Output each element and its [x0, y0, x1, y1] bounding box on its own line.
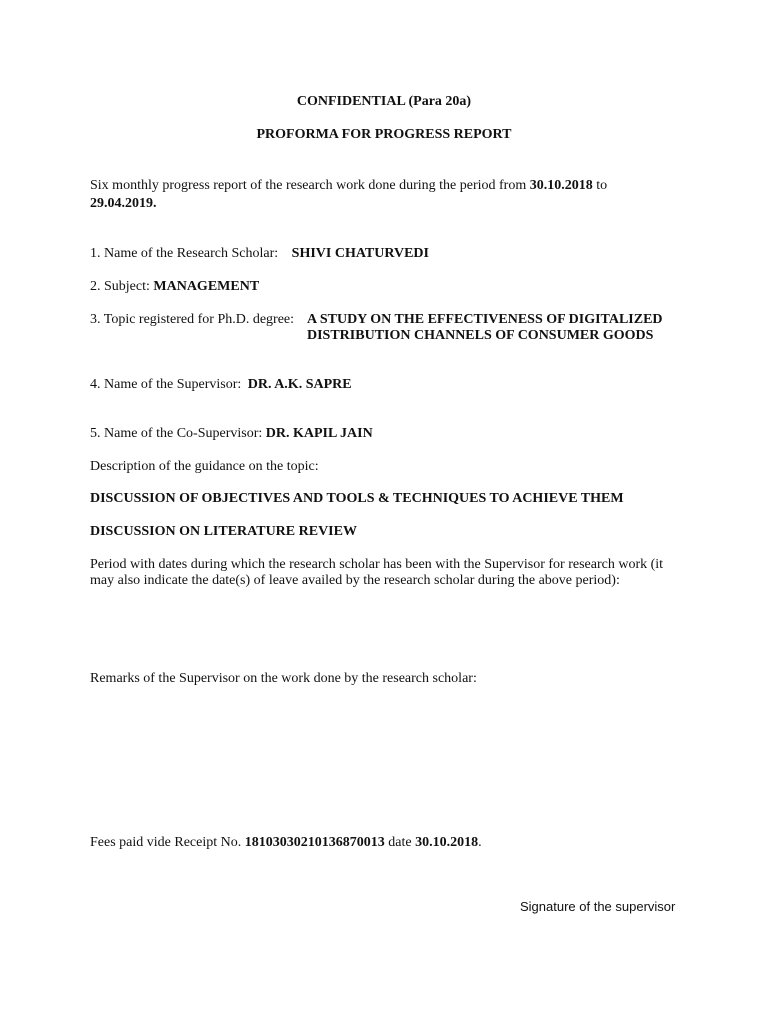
subject-label: 2. Subject: [90, 279, 150, 294]
intro-line [90, 177, 607, 194]
confidential-heading: CONFIDENTIAL (Para 20a) [296, 94, 472, 109]
remarks-label: Remarks of the Supervisor on the work done by the research scholar: [90, 671, 477, 686]
scholar-name: SHIVI CHATURVEDI [291, 246, 429, 261]
guidance-point-1: DISCUSSION OF OBJECTIVES AND TOOLS & TECHNIQUES TO ACHIEVE THEM [90, 491, 624, 506]
to-date-line [90, 195, 157, 212]
topic-line-1: A STUDY ON THE EFFECTIVENESS OF DIGITALIZED [307, 312, 663, 327]
to-word: to [596, 178, 608, 193]
scholar-row [90, 245, 429, 262]
from-date: 30.10.2018 [529, 178, 593, 193]
intro-text: Six monthly progress report of the research work done during the period from [90, 178, 527, 193]
fees-date-word: date [388, 835, 412, 850]
period-line-2: may also indicate the date(s) of leave availed by the research scholar during the above period): [90, 573, 620, 588]
scholar-label: 1. Name of the Research Scholar: [90, 246, 279, 261]
topic-label: 3. Topic registered for Ph.D. degree: [90, 312, 295, 327]
period-line-1: Period with dates during which the research scholar has been with the Supervisor for research work (it [90, 557, 664, 572]
cosupervisor-name: DR. KAPIL JAIN [265, 426, 373, 441]
to-date: 29.04.2019. [90, 196, 157, 211]
supervisor-row [90, 376, 352, 393]
supervisor-name: DR. A.K. SAPRE [247, 377, 352, 392]
subject-value: MANAGEMENT [153, 279, 260, 294]
topic-line-2: DISTRIBUTION CHANNELS OF CONSUMER GOODS [307, 328, 654, 343]
fees-period: . [478, 835, 482, 850]
receipt-number: 18103030210136870013 [244, 835, 385, 850]
fees-date: 30.10.2018 [415, 835, 479, 850]
cosupervisor-row [90, 425, 373, 442]
subject-row [90, 278, 259, 295]
fees-text: Fees paid vide Receipt No. [90, 835, 242, 850]
guidance-label: Description of the guidance on the topic: [90, 459, 319, 474]
cosupervisor-label: 5. Name of the Co-Supervisor: [90, 426, 263, 441]
supervisor-label: 4. Name of the Supervisor: [90, 377, 242, 392]
signature-label: Signature of the supervisor [520, 899, 676, 914]
fees-row [90, 834, 482, 851]
page-title: PROFORMA FOR PROGRESS REPORT [256, 127, 512, 142]
guidance-point-2: DISCUSSION ON LITERATURE REVIEW [90, 524, 357, 539]
